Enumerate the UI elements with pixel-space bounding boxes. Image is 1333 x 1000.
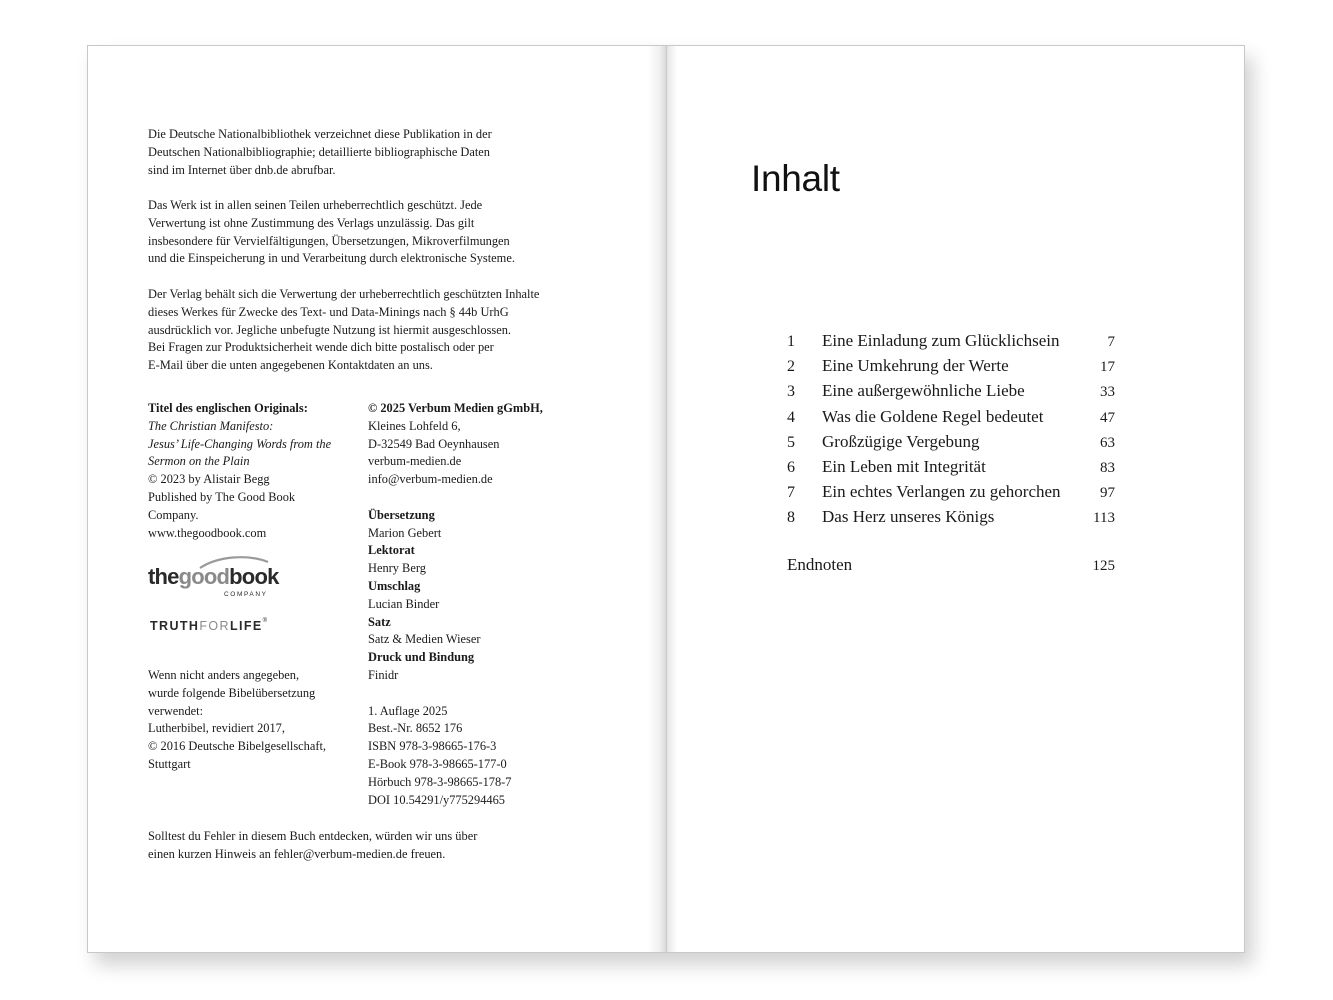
edition-line: E-Book 978-3-98665-177-0 bbox=[368, 756, 507, 771]
publisher-line: info@verbum-medien.de bbox=[368, 472, 493, 487]
text-line: Deutschen Nationalbibliographie; detaillierte bibliographische Daten bbox=[148, 144, 491, 159]
toc-number: 8 bbox=[787, 509, 795, 527]
toc-label: Eine außergewöhnliche Liebe bbox=[822, 381, 1025, 401]
truthforlife-logo: TRUTHFORLIFE® bbox=[150, 618, 269, 633]
original-title-line: Jesus’ Life-Changing Words from the bbox=[148, 436, 332, 451]
text-line: Der Verlag behält sich die Verwertung der urheberrechtlich geschützten Inhalte bbox=[148, 287, 540, 301]
logo-wordmark: thegoodbook bbox=[148, 564, 279, 589]
credit-role: Umschlag bbox=[368, 578, 421, 593]
original-title-line: Sermon on the Plain bbox=[148, 454, 250, 469]
errata-note bbox=[148, 828, 568, 864]
original-title-block bbox=[148, 400, 358, 542]
tdm-notice bbox=[148, 286, 568, 375]
toc-number: 5 bbox=[787, 433, 795, 451]
toc-entry[interactable] bbox=[787, 454, 1115, 479]
toc-entry[interactable] bbox=[787, 504, 1115, 529]
toc-page-number: 97 bbox=[1100, 485, 1115, 502]
toc-label: Das Herz unseres Königs bbox=[822, 507, 995, 527]
publisher-line: D-32549 Bad Oeynhausen bbox=[368, 436, 500, 451]
text-line: © 2016 Deutsche Bibelgesellschaft, bbox=[148, 739, 327, 754]
text-line: sind im Internet über dnb.de abrufbar. bbox=[148, 162, 336, 177]
toc-entry[interactable] bbox=[787, 353, 1115, 378]
text-line: Bei Fragen zur Produktsicherheit wende dich bitte postalisch oder per bbox=[148, 340, 494, 355]
text-line: einen kurzen Hinweis an fehler@verbum-medien.de freuen. bbox=[148, 846, 446, 861]
thegoodbook-logo bbox=[148, 554, 288, 604]
text-line: Die Deutsche Nationalbibliothek verzeichnet diese Publikation in der bbox=[148, 127, 492, 141]
toc-label: Eine Umkehrung der Werte bbox=[822, 356, 1009, 376]
toc-page-number: 17 bbox=[1100, 359, 1115, 376]
credit-name: Finidr bbox=[368, 667, 399, 682]
toc-number: 3 bbox=[787, 383, 795, 401]
toc-endnotes[interactable] bbox=[787, 552, 1115, 577]
toc-page-number: 125 bbox=[1092, 558, 1115, 574]
text-line: Stuttgart bbox=[148, 756, 191, 771]
toc-entry[interactable] bbox=[787, 328, 1115, 353]
credit-name: Satz & Medien Wieser bbox=[368, 632, 481, 647]
gutter-shadow bbox=[648, 46, 666, 952]
text-line: ausdrücklich vor. Jegliche unbefugte Nutzung ist hiermit ausgeschlossen. bbox=[148, 322, 512, 337]
original-line: www.thegoodbook.com bbox=[148, 525, 267, 540]
toc-number: 2 bbox=[787, 358, 795, 376]
bible-note bbox=[148, 667, 358, 774]
text-line: Lutherbibel, revidiert 2017, bbox=[148, 721, 285, 736]
logo-company-text: COMPANY bbox=[224, 591, 268, 598]
original-heading: Titel des englischen Originals: bbox=[148, 401, 308, 415]
edition-line: Hörbuch 978-3-98665-178-7 bbox=[368, 774, 512, 789]
imprint-page bbox=[87, 45, 666, 953]
toc-page-number: 83 bbox=[1100, 459, 1115, 476]
toc-entry[interactable] bbox=[787, 479, 1115, 504]
edition-line: Best.-Nr. 8652 176 bbox=[368, 721, 463, 736]
credit-name: Lucian Binder bbox=[368, 596, 440, 611]
toc-entry[interactable] bbox=[787, 429, 1115, 454]
toc-page-number: 47 bbox=[1100, 409, 1115, 426]
toc-page-number: 7 bbox=[1107, 334, 1115, 350]
publisher-heading: © 2025 Verbum Medien gGmbH, bbox=[368, 401, 543, 415]
table-of-contents bbox=[787, 328, 1115, 530]
edition-line: ISBN 978-3-98665-176-3 bbox=[368, 739, 497, 754]
credit-role: Lektorat bbox=[368, 543, 415, 558]
original-line: Company. bbox=[148, 507, 199, 522]
toc-number: 6 bbox=[787, 458, 795, 476]
original-line: Published by The Good Book bbox=[148, 489, 296, 504]
gutter-shadow bbox=[667, 46, 677, 952]
publisher-block bbox=[368, 400, 588, 809]
edition-line: DOI 10.54291/y775294465 bbox=[368, 792, 505, 807]
credit-name: Marion Gebert bbox=[368, 525, 442, 540]
toc-number: 1 bbox=[787, 333, 795, 350]
publisher-line: verbum-medien.de bbox=[368, 454, 462, 469]
text-line: verwendet: bbox=[148, 703, 204, 718]
text-line: wurde folgende Bibelübersetzung bbox=[148, 685, 316, 700]
copyright-notice bbox=[148, 197, 568, 268]
toc-page-number: 33 bbox=[1100, 384, 1115, 401]
toc-page-number: 113 bbox=[1093, 510, 1115, 527]
page-title: Inhalt bbox=[751, 158, 840, 199]
text-line: Solltest du Fehler in diesem Buch entdecken, würden wir uns über bbox=[148, 829, 478, 843]
publisher-line: Kleines Lohfeld 6, bbox=[368, 418, 461, 433]
toc-entry[interactable] bbox=[787, 404, 1115, 429]
credit-role: Satz bbox=[368, 614, 391, 629]
contents-page bbox=[666, 45, 1245, 953]
text-line: Verwertung ist ohne Zustimmung des Verlags unzulässig. Das gilt bbox=[148, 215, 475, 230]
toc-label: Endnoten bbox=[787, 555, 853, 574]
original-line: © 2023 by Alistair Begg bbox=[148, 472, 270, 487]
text-line: E-Mail über die unten angegebenen Kontaktdaten an uns. bbox=[148, 358, 433, 373]
book-spread bbox=[87, 45, 1245, 953]
toc-entry[interactable] bbox=[787, 378, 1115, 403]
toc-number: 4 bbox=[787, 408, 795, 426]
toc-number: 7 bbox=[787, 484, 795, 502]
toc-label: Was die Goldene Regel bedeutet bbox=[822, 406, 1044, 426]
edition-line: 1. Auflage 2025 bbox=[368, 703, 448, 718]
text-line: Wenn nicht anders angegeben, bbox=[148, 668, 300, 682]
credit-role: Druck und Bindung bbox=[368, 650, 475, 665]
text-line: und die Einspeicherung in und Verarbeitung durch elektronische Systeme. bbox=[148, 251, 515, 266]
text-line: Das Werk ist in allen seinen Teilen urheberrechtlich geschützt. Jede bbox=[148, 198, 483, 212]
text-line: dieses Werkes für Zwecke des Text- und Data-Minings nach § 44b UrhG bbox=[148, 304, 509, 319]
toc-label: Großzügige Vergebung bbox=[822, 431, 980, 451]
credit-name: Henry Berg bbox=[368, 561, 426, 576]
toc-page-number: 63 bbox=[1100, 434, 1115, 451]
text-line: insbesondere für Vervielfältigungen, Übersetzungen, Mikroverfilmungen bbox=[148, 233, 510, 248]
original-title-line: The Christian Manifesto: bbox=[148, 418, 274, 433]
credit-role: Übersetzung bbox=[368, 507, 435, 522]
toc-label: Ein Leben mit Integrität bbox=[822, 456, 986, 476]
toc-label: Eine Einladung zum Glücklichsein bbox=[822, 331, 1060, 350]
toc-label: Ein echtes Verlangen zu gehorchen bbox=[822, 482, 1061, 502]
dnb-notice bbox=[148, 126, 568, 179]
